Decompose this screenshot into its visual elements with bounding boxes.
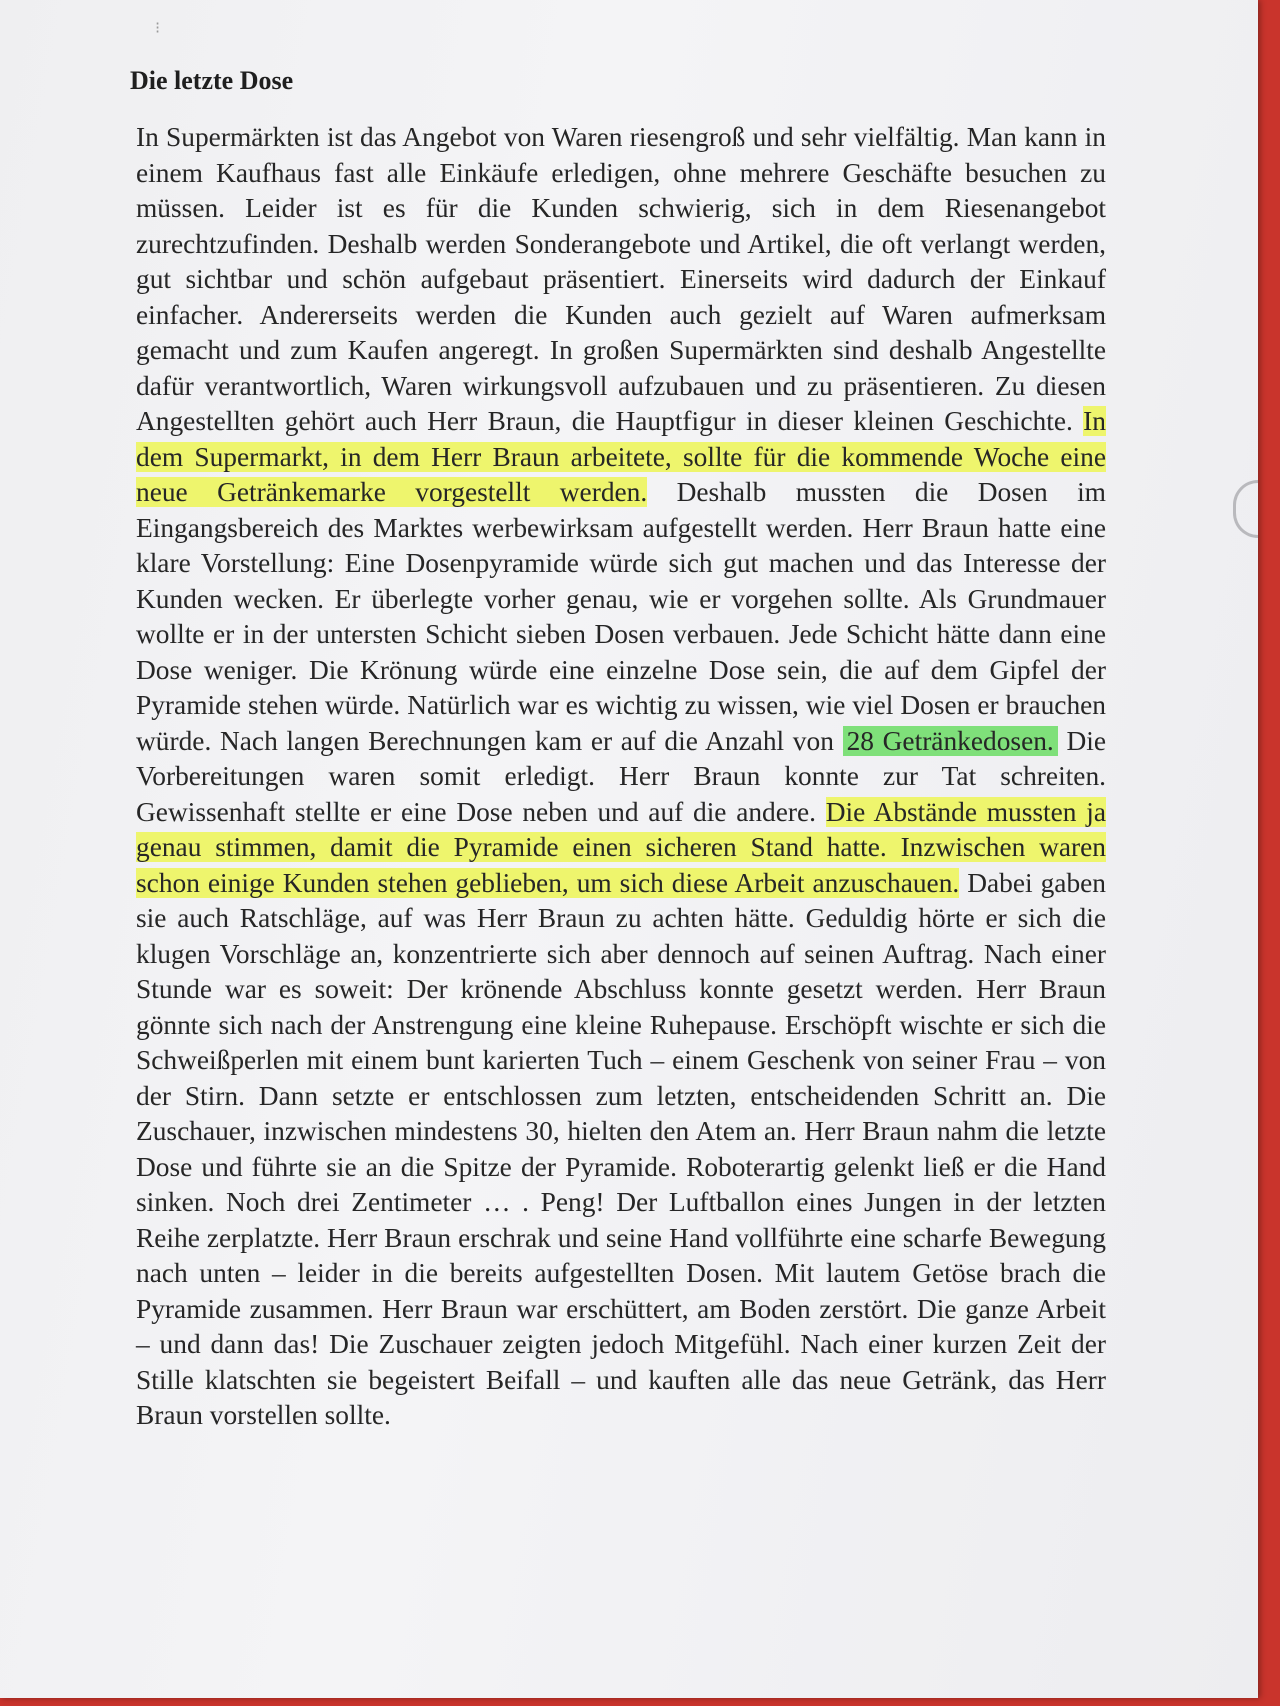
text-segment: Deshalb mussten die Dosen im Eingangsbereich des Marktes werbewirksam aufgestellt werden. Herr Braun hatte eine klare Vorstellung: Eine Dosenpyramide würde sich gut machen und das Interesse der Kunden wecken. Er überlegte vorher genau, wie er vorgehen sollte. Als Grundmauer wollte er in der untersten Schicht sieben Dosen verbauen. Jede Schicht hätte dann eine Dose weniger. Die Krönung würde eine einzelne Dose sein, die auf dem Gipfel der Pyramide stehen würde. Natürlich war es wichtig zu wissen, wie viel Dosen er brauchen würde. Nach langen Berechnungen kam er auf die Anzahl von bbox=[136, 477, 1106, 756]
punch-mark: ⁝ bbox=[155, 18, 161, 37]
text-segment: In Supermärkten ist das Angebot von Waren riesengroß und sehr vielfältig. Man kann in einem Kaufhaus fast alle Einkäufe erledigen, ohne mehrere Geschäfte besuchen zu müssen. Leider ist es für die Kunden schwierig, sich in dem Riesenangebot zurechtzufinden. Deshalb werden Sonderangebote und Artikel, die oft verlangt werden, gut sichtbar und schön aufgebaut präsentiert. Einerseits wird dadurch der Einkauf einfacher. Andererseits werden die Kunden auch gezielt auf Waren aufmerksam gemacht und zum Kaufen angeregt. In großen Supermärkten sind deshalb Angestellte dafür verantwortlich, Waren wirkungsvoll aufzubauen und zu präsentieren. Zu diesen Angestellten gehört auch Herr Braun, die Hauptfigur in dieser kleinen Geschichte. bbox=[136, 122, 1106, 436]
highlight-yellow: In dem Supermarkt, in dem Herr Braun arbeitete, sollte für die kommende Woche eine neue Getränkemarke vorgestellt werden. bbox=[136, 406, 1106, 507]
text-segment: Dabei gaben sie auch Ratschläge, auf was Herr Braun zu achten hätte. Geduldig hörte er sich die klugen Vorschläge an, konzentrierte sich aber dennoch auf seinen Auftrag. Nach einer Stunde war es soweit: Der krönende Abschluss konnte gesetzt werden. Herr Braun gönnte sich nach der Anstrengung eine kleine Ruhepause. Erschöpft wischte er sich die Schweißperlen mit einem bunt karierten Tuch – einem Geschenk von seiner Frau – von der Stirn. Dann setzte er entschlossen zum letzten, entscheidenden Schritt an. Die Zuschauer, inzwischen mindestens 30, hielten den Atem an. Herr Braun nahm die letzte Dose und führte sie an die Spitze der Pyramide. Roboterartig gelenkt ließ er die Hand sinken. Noch drei Zentimeter … . Peng! Der Luftballon eines Jungen in der letzten Reihe zerplatzte. Herr Braun erschrak und seine Hand vollführte eine scharfe Bewegung nach unten – leider in die bereits aufgestellten Dosen. Mit lautem Getöse brach die Pyramide zusammen. Herr Braun war erschüttert, am Boden zerstört. Die ganze Arbeit – und dann das! Die Zuschauer zeigten jedoch Mitgefühl. Nach einer kurzen Zeit der Stille klatschten sie begeistert Beifall – und kauften alle das neue Getränk, das Herr Braun vorstellen sollte. bbox=[136, 867, 1106, 1430]
highlight-yellow: Die Abstände mussten ja genau stimmen, damit die Pyramide einen sicheren Stand hatte. Inzwischen waren schon einige Kunden stehen geblieben, um sich diese Arbeit anzuschauen. bbox=[136, 796, 1106, 898]
body-paragraph bbox=[136, 120, 1106, 1434]
text-segment: Die Vorbereitungen waren somit erledigt. Herr Braun konnte zur Tat schreiten. Gewissenhaft stellte er eine Dose neben und auf die andere. bbox=[136, 725, 1107, 827]
binder-ring bbox=[1233, 480, 1258, 538]
document-title: Die letzte Dose bbox=[130, 66, 294, 95]
highlight-green: 28 Getränkedosen. bbox=[843, 726, 1058, 756]
